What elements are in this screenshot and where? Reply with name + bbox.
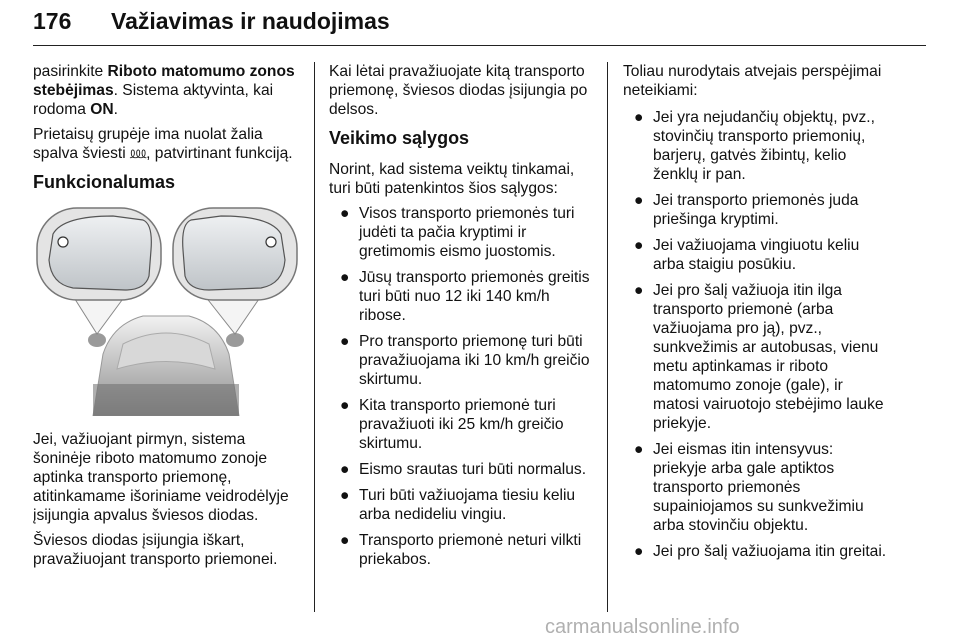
bullet-icon: ● [340,333,350,350]
bullet-icon: ● [340,532,350,549]
intro-mid: . Sistema aktyvinta, kai rodoma [33,82,274,118]
list-item-text: Pro transporto priemonę turi būti pravažiuojama iki 10 km/h greičio skirtumu. [359,333,590,388]
exceptions-list [623,108,891,561]
list-item-text: Jei važiuojama vingiuotu keliu arba staigiu posūkiu. [653,237,860,273]
bullet-icon: ● [340,269,350,286]
bullet-icon: ● [634,237,644,254]
list-item-text: Jei pro šalį važiuoja itin ilga transporto priemonė (arba važiuojama pro ją), pvz., sunkvežimis ar autobusas, vienu metu aptinkamas ir riboto matomumo zonoje (gale), ir matosi vairuotojo stebėjimo lauke priekyje. [653,282,884,432]
bullet-icon: ● [634,282,644,299]
mirror-illustration [33,204,299,416]
list-item-text: Jūsų transporto priemonės greitis turi būti nuo 12 iki 140 km/h ribose. [359,269,590,324]
list-item-text: Jei transporto priemonės juda priešinga kryptimi. [653,192,859,228]
conditions-intro: Norint, kad sistema veiktų tinkamai, turi būti patenkintos šios sąlygos: [329,161,575,197]
bullet-icon: ● [634,543,644,560]
list-item [623,108,891,184]
left-mirror-led [58,237,68,247]
list-item [329,332,595,389]
list-item [623,281,891,433]
page-title: Važiavimas ir naudojimas [111,8,390,34]
list-item [623,542,891,561]
right-mirror-led [266,237,276,247]
column-2 [329,62,595,576]
column-divider-1 [314,62,315,612]
list-item-text: Jei pro šalį važiuojama itin greitai. [653,543,887,560]
list-item-text: Jei eismas itin intensyvus: priekyje arba gale aptiktos transporto priemonės supainiojamos su sunkvežimiu arba stovinčiu objektu. [653,441,864,534]
bullet-icon: ● [634,109,644,126]
delay-paragraph: Kai lėtai pravažiuojate kitą transporto priemonę, šviesos diodas įsijungia po delsos. [329,63,588,118]
intro-paragraph [33,62,301,119]
list-item-text: Eismo srautas turi būti normalus. [359,461,587,478]
section-heading-functionality: Funkcionalumas [33,172,176,192]
right-car-mirror [226,333,244,347]
list-item-text: Kita transporto priemonė turi pravažiuoti iki 25 km/h greičio skirtumu. [359,397,564,452]
list-item [329,268,595,325]
on-label: ON [90,101,114,118]
list-item [623,191,891,229]
column-1 [33,62,301,575]
list-item [329,460,595,479]
section-heading-conditions: Veikimo sąlygos [329,128,470,148]
led-paragraph: Šviesos diodas įsijungia iškart, pravažiuojant transporto priemonei. [33,532,278,568]
intro-end: . [113,101,118,118]
right-mirror-glass [183,216,285,290]
page-number: 176 [33,8,72,34]
header-divider [33,45,926,46]
list-item [329,204,595,261]
intro-prefix: pasirinkite [33,63,108,80]
page-header [33,6,926,46]
list-item [623,236,891,274]
detection-paragraph: Jei, važiuojant pirmyn, sistema šoninėje riboto matomumo zonoje aptinka transporto priemonę, atitinkamame išoriniame veidrodėlyje įsijungia apvalus šviesos diodas. [33,431,289,524]
bullet-icon: ● [340,487,350,504]
list-item-text: Jei yra nejudančių objektų, pvz., stovinčių transporto priemonių, barjerų, gatvės žibintų, kelio ženklų ir pan. [653,109,875,183]
list-item [623,440,891,535]
list-item [329,531,595,569]
column-3 [623,62,891,568]
bullet-icon: ● [340,397,350,414]
bullet-icon: ● [634,441,644,458]
watermark: carmanualsonline.info [545,616,740,638]
menu-item-name: Riboto matomumo zonos stebėjimas [33,63,295,99]
list-item-text: Turi būti važiuojama tiesiu keliu arba nedideliu vingiu. [359,487,576,523]
bullet-icon: ● [634,192,644,209]
exceptions-intro: Toliau nurodytais atvejais perspėjimai neteikiami: [623,63,882,99]
indicator-paragraph: Prietaisų grupėje ima nuolat žalia spalva šviesti ⅏, patvirtinant funkciją. [33,126,293,162]
left-mirror-glass [49,216,151,290]
list-item [329,396,595,453]
bullet-icon: ● [340,461,350,478]
bullet-icon: ● [340,205,350,222]
list-item-text: Transporto priemonė neturi vilkti priekabos. [359,532,582,568]
left-car-mirror [88,333,106,347]
conditions-list [329,204,595,569]
list-item [329,486,595,524]
list-item-text: Visos transporto priemonės turi judėti ta pačia kryptimi ir gretimomis eismo juostomis. [359,205,575,260]
column-divider-2 [607,62,608,612]
